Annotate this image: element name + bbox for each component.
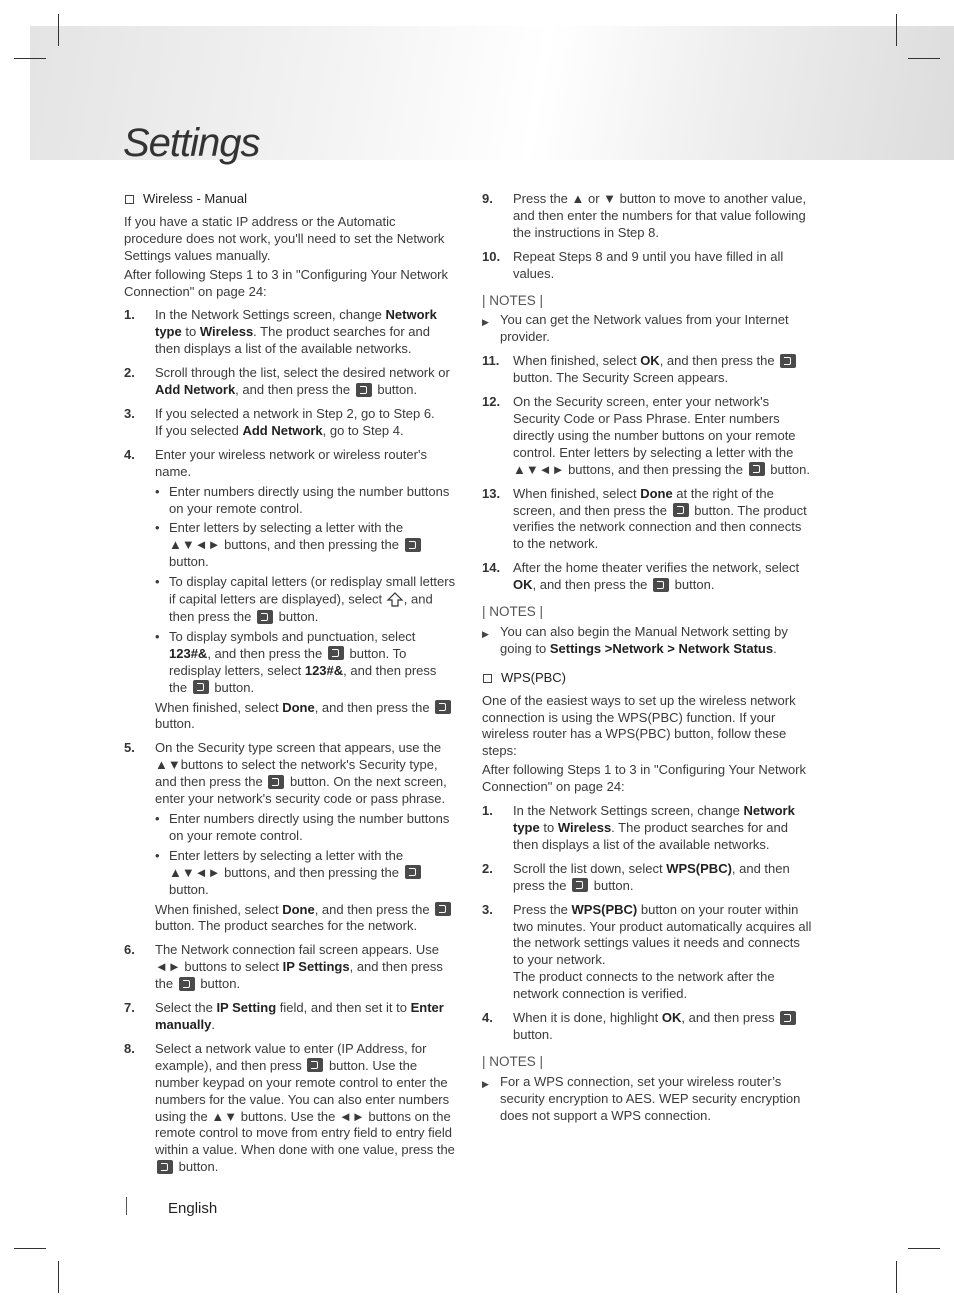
step-1: 1. In the Network Settings screen, change Network type to Wireless. The product searches for and then displays a list of the available networks. [124,307,437,357]
enter-icon [356,383,372,397]
triangle-bullet-icon: ▶ [482,628,489,639]
shift-arrow-icon [386,591,404,609]
notes-label: | NOTES | [482,292,544,308]
step-12: 12. On the Security screen, enter your network's Security Code or Pass Phrase. Enter numbers directly using the number buttons on your remote control. Enter letters by selecting a letter with the ▲▼◄► buttons, and then pressing the button. [482,394,810,477]
enter-icon [749,462,765,476]
enter-icon [179,977,195,991]
crop-mark [908,58,940,59]
step-9: 9. Press the ▲ or ▼ button to move to another value, and then enter the numbers for that value following the instructions in Step 8. [482,191,807,240]
enter-icon [405,538,421,552]
list-item: • Enter numbers directly using the number buttons on your remote control. [155,811,450,843]
crop-mark [896,1261,897,1293]
note-item: ▶ You can get the Network values from your Internet provider. [482,312,789,345]
enter-icon [257,610,273,624]
enter-icon [653,578,669,592]
footer-language: English [168,1200,218,1217]
list-item: • Enter letters by selecting a letter with the ▲▼◄► buttons, and then pressing the button. [155,520,456,571]
crop-mark [58,1261,59,1293]
checkbox-bullet-icon [483,674,492,683]
step-13: 13. When finished, select Done at the right of the screen, and then press the button. The product verifies the network connection and then connects to the network. [482,485,807,552]
list-item: • To display capital letters (or redisplay small letters if capital letters are displayed), select , and then press the button. [155,574,456,625]
crop-mark [58,14,59,46]
triangle-bullet-icon: ▶ [482,1078,489,1089]
step-14: 14. After the home theater verifies the network, select OK, and then press the button. [482,560,800,593]
intro-text: One of the easiest ways to set up the wireless network connection is using the WPS(PBC) function. If your wireless router has a WPS(PBC) button, follow these steps: [482,692,796,759]
intro-text: After following Steps 1 to 3 in "Configuring Your Network Connection" on page 24: [124,266,449,299]
page-title: Settings [123,121,260,165]
enter-icon [435,902,451,916]
enter-icon [307,1058,323,1072]
enter-icon [435,700,451,714]
enter-icon [572,878,588,892]
note-item: ▶ You can also begin the Manual Network setting by going to Settings >Network > Network Status. [482,623,788,656]
list-item: • Enter numbers directly using the number buttons on your remote control. [155,483,450,516]
enter-icon [405,865,421,879]
footer-divider [126,1197,127,1215]
enter-icon [780,1011,796,1025]
step-6: 6. The Network connection fail screen appears. Use ◄► buttons to select IP Settings, and then press the button. [124,942,443,992]
step-11: 11. When finished, select OK, and then press the button. The Security Screen appears. [482,353,814,387]
crop-mark [14,58,46,59]
list-item: • Enter letters by selecting a letter with the ▲▼◄► buttons, and then pressing the button. [155,848,456,899]
right-column [482,184,814,1125]
enter-icon [157,1160,173,1174]
step-4: 4. Enter your wireless network or wireless router's name. • Enter numbers directly using the number buttons on your remote control. • Enter letters by selecting a letter with the ▲▼◄► buttons, and then pressing the button. • To display capital letters (or redisplay small letters if capital letters are displayed), select , and then press the button. • To display symbols and punctuation, select 123#&, and then press the button. To redisplay letters, select 123#&, and then press the button. When finished, select Done, and then press the button. [124,446,456,732]
crop-mark [14,1248,46,1249]
note-item: ▶ For a WPS connection, set your wireless router’s security encryption to AES. WEP security encryption does not support a WPS connection. [482,1073,801,1123]
wps-step-3: 3. Press the WPS(PBC) button on your router within two minutes. Your product automatically acquires all the network settings values it needs and connects to your network. The product connects to the network after the network connection is verified. [482,901,812,1002]
wps-step-2: 2. Scroll the list down, select WPS(PBC), and then press the button. [482,860,790,893]
enter-icon [673,503,689,517]
crop-mark [896,14,897,46]
list-item: • To display symbols and punctuation, select 123#&, and then press the button. To redisplay letters, select 123#&, and then press the button. [155,628,437,695]
section-heading: Wireless - Manual [124,191,456,208]
wps-step-4: 4. When it is done, highlight OK, and then press button. [482,1010,814,1044]
enter-icon [780,354,796,368]
left-column [124,191,456,1176]
intro-text: After following Steps 1 to 3 in "Configuring Your Network Connection" on page 24: [482,762,807,795]
crop-mark [908,1248,940,1249]
triangle-bullet-icon: ▶ [482,317,489,328]
wps-step-1: 1. In the Network Settings screen, change Network type to Wireless. The product searches for and then displays a list of the available networks. [482,803,795,852]
step-2: 2. Scroll through the list, select the desired network or Add Network, and then press the button. [124,365,450,398]
checkbox-bullet-icon [125,195,134,204]
enter-icon [268,775,284,789]
enter-icon [328,646,344,660]
enter-icon [193,680,209,694]
step-10: 10. Repeat Steps 8 and 9 until you have filled in all values. [482,248,784,281]
notes-label: | NOTES | [482,604,544,620]
step-5: 5. On the Security type screen that appears, use the ▲▼buttons to select the network's Security type, and then press the button. On the next screen, enter your network's security code or pass phrase. • Enter numbers directly using the number buttons on your remote control. • Enter letters by selecting a letter with the ▲▼◄► buttons, and then pressing the button. When finished, select Done, and then press the button. The product searches for the network. [124,740,456,935]
step-8: 8. Select a network value to enter (IP Address, for example), and then press button. Use the number keypad on your remote control to enter the numbers for the value. You can also enter numbers using the ▲▼ buttons. Use the ◄► buttons on the remote control to move from entry field to entry field within a value. When done with one value, press the button. [124,1040,455,1175]
section-heading: WPS(PBC) [482,670,814,687]
step-7: 7. Select the IP Setting field, and then set it to Enter manually. [124,1000,444,1032]
step-3: 3. If you selected a network in Step 2, go to Step 6. If you selected Add Network, go to Step 4. [124,405,435,438]
notes-label: | NOTES | [482,1053,544,1069]
intro-text: If you have a static IP address or the Automatic procedure does not work, you'll need to set the Network Settings values manually. [124,213,445,263]
